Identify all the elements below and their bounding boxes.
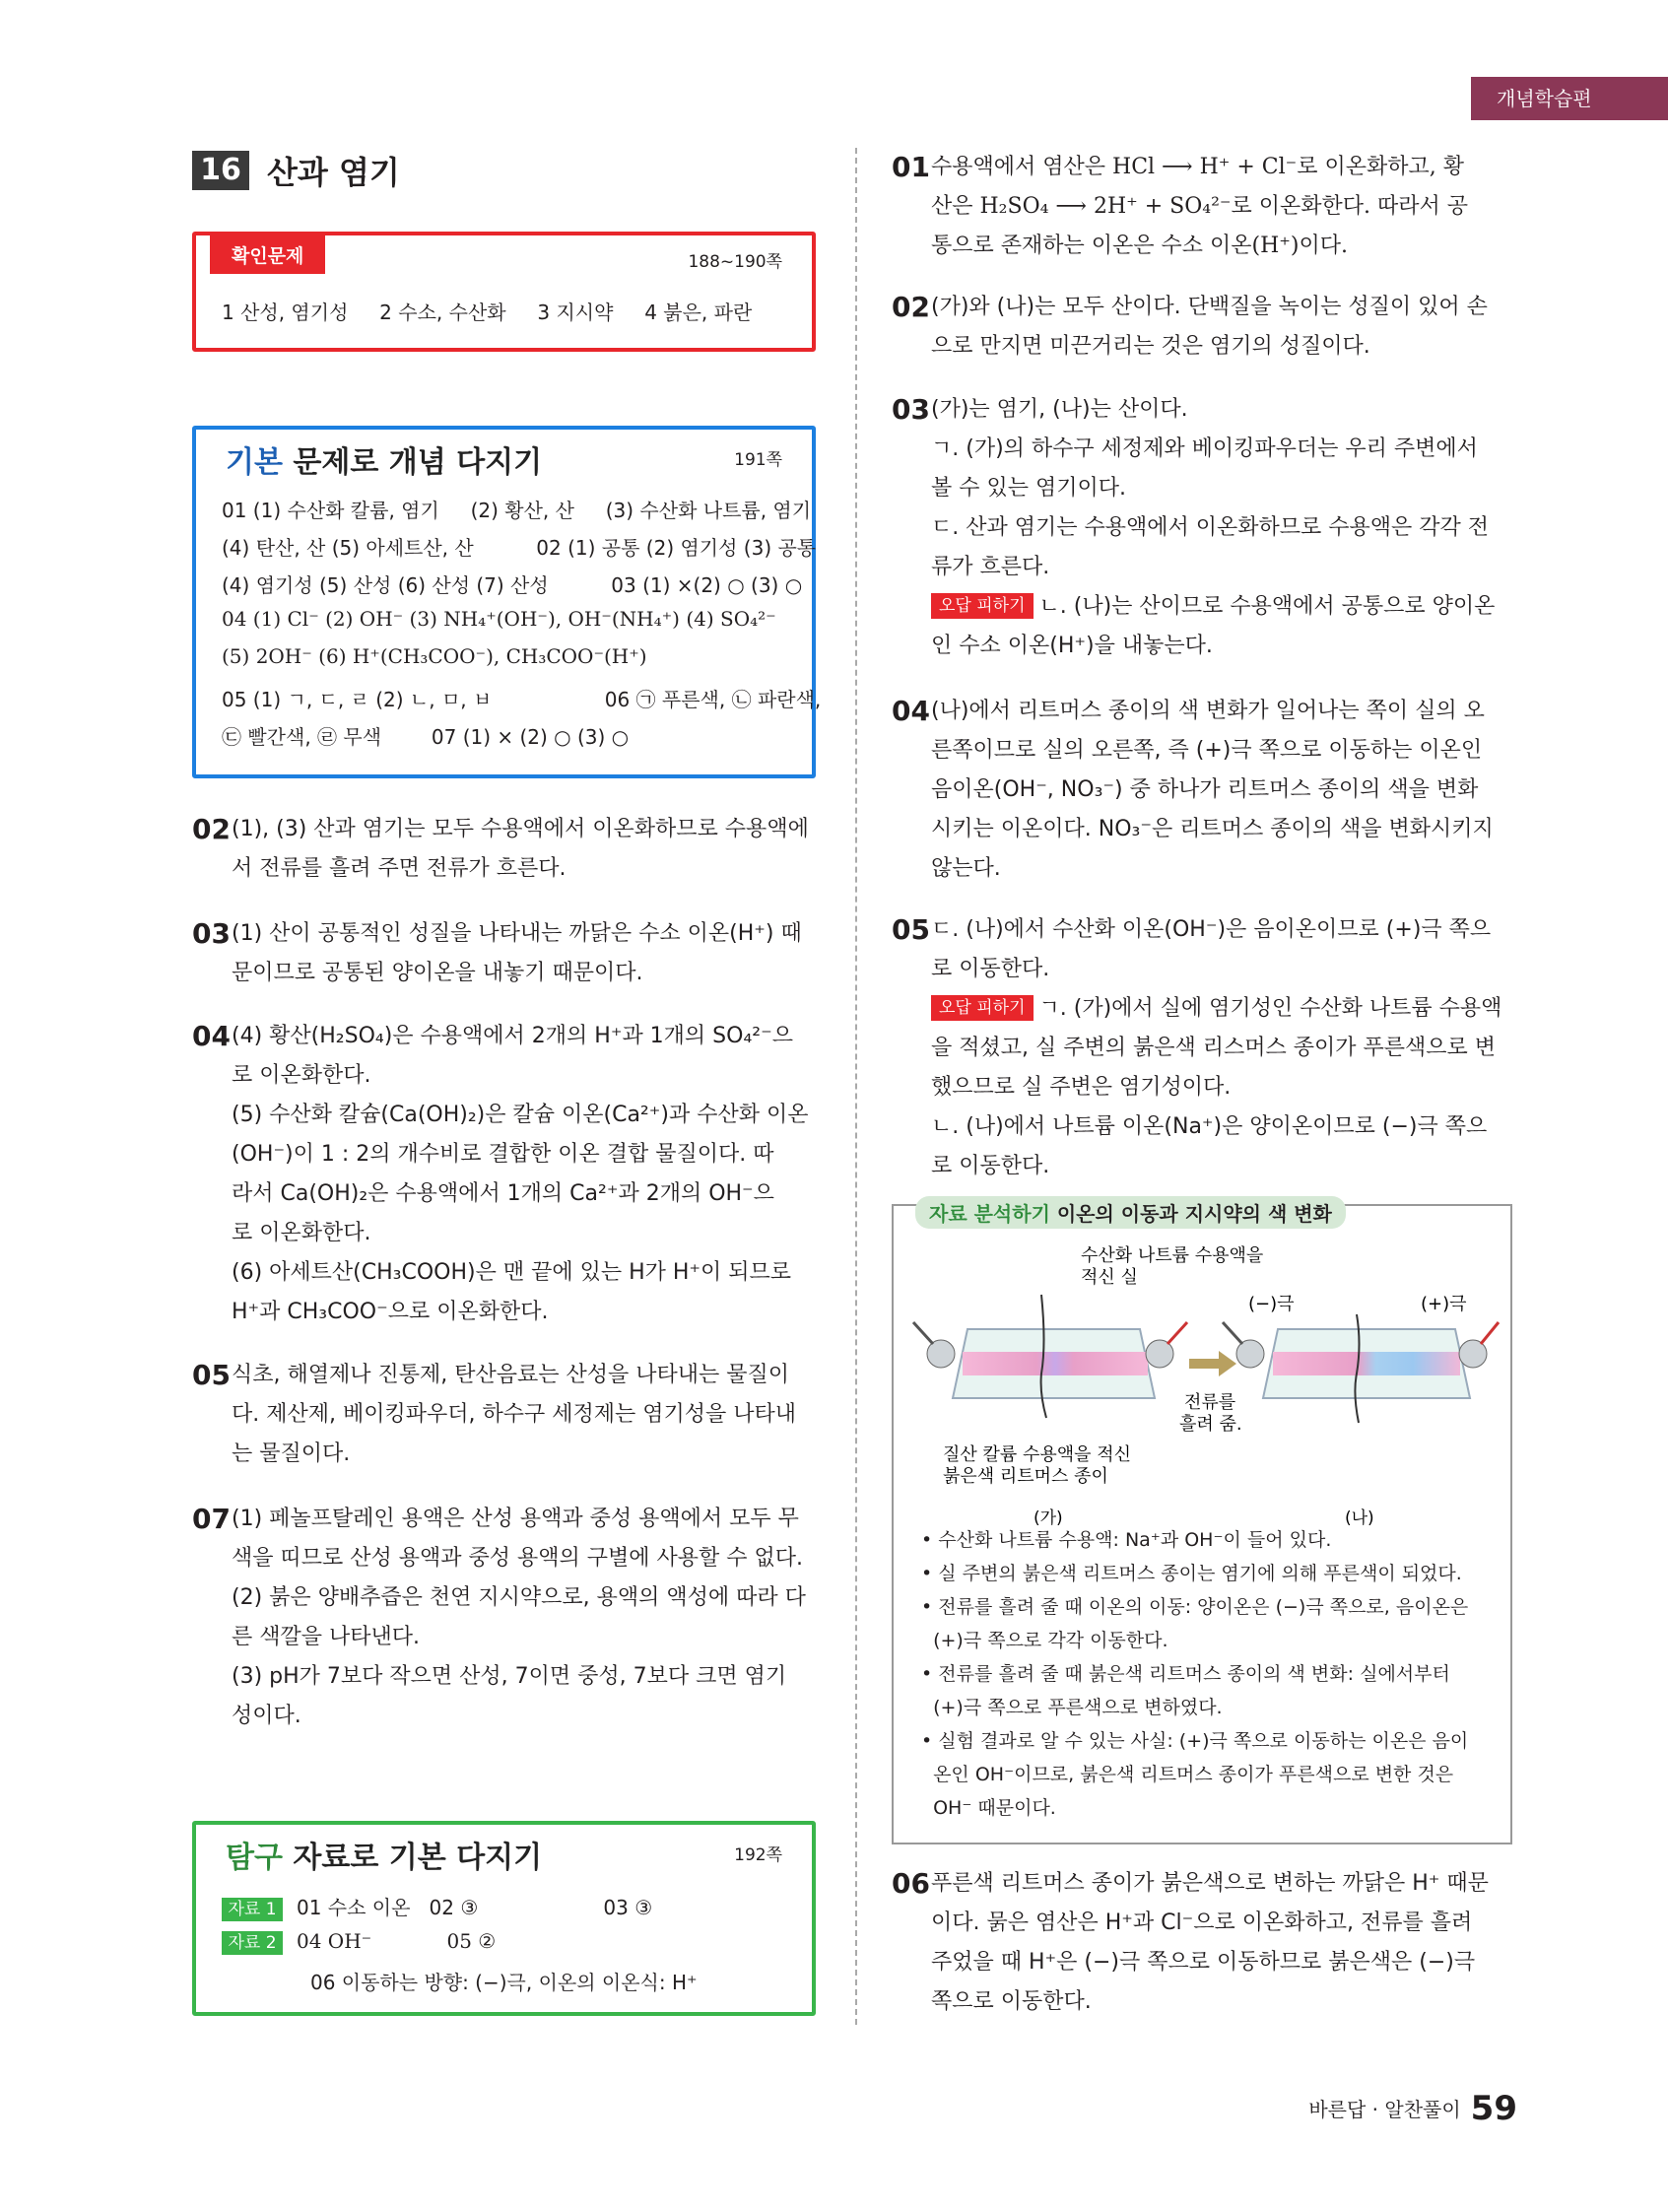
litmus-strip-a	[963, 1352, 1148, 1375]
basic-line: 01 (1) 수산화 칼륨, 염기 (2) 황산, 산 (3) 수산화 나트륨, 염기	[222, 499, 812, 522]
item-line: 른쪽이므로 실의 오른쪽, 즉 (+)극 쪽으로 이동하는 이온인	[931, 738, 1483, 763]
explore-row-2	[222, 1929, 496, 1955]
check-label: 확인문제	[210, 235, 325, 274]
wrong-line: ㄱ. (가)에서 실에 염기성인 수산화 나트륨 수용액	[1038, 996, 1502, 1021]
explore-pages: 192쪽	[734, 1845, 782, 1865]
item-line: (가)와 (나)는 모두 산이다. 단백질을 녹이는 성질이 있어 손	[931, 295, 1488, 319]
item-number: 03	[892, 393, 930, 426]
item-line: 볼 수 있는 염기이다.	[931, 476, 1126, 501]
item-line: 인 수소 이온(H⁺)을 내놓는다.	[931, 634, 1213, 658]
caption-a: (가)	[1034, 1508, 1063, 1528]
item-line: 른 색깔을 나타낸다.	[232, 1625, 420, 1649]
experiment-figure	[894, 1245, 1510, 1541]
item-line: (1) 산이 공통적인 성질을 나타내는 까닭은 수소 이온(H⁺) 때	[232, 921, 802, 946]
item-line: 수용액에서 염산은 HCl ⟶ H⁺ + Cl⁻로 이온화하고, 황	[931, 155, 1465, 179]
item-line: ㄱ. (가)의 하수구 세정제와 베이킹파우더는 우리 주변에서	[931, 436, 1478, 461]
wrong-answer-badge: 오답 피하기	[931, 995, 1034, 1021]
item-line: (나)에서 리트머스 종이의 색 변화가 일어나는 쪽이 실의 오	[931, 699, 1485, 723]
wrong-answer-badge: 오답 피하기	[931, 593, 1034, 619]
item-line: ㄴ. (나)에서 나트륨 이온(Na⁺)은 양이온이므로 (−)극 쪽으	[931, 1114, 1488, 1139]
item-line: (3) pH가 7보다 작으면 산성, 7이면 중성, 7보다 크면 염기	[232, 1664, 787, 1689]
arrow-label: 흘려 줌.	[1179, 1414, 1242, 1435]
item-line: ㄷ. (나)에서 수산화 이온(OH⁻)은 음이온이므로 (+)극 쪽으	[931, 917, 1492, 942]
litmus-strip-b	[1273, 1352, 1460, 1375]
check-problem-box	[192, 232, 816, 352]
item-line: (2) 붉은 양배추즙은 천연 지시약으로, 용액의 액성에 따라 다	[232, 1585, 806, 1610]
wrong-line: ㄴ. (나)는 산이므로 수용액에서 공통으로 양이온	[1038, 594, 1496, 619]
item-line: (4) 황산(H₂SO₄)은 수용액에서 2개의 H⁺과 1개의 SO₄²⁻으	[232, 1024, 793, 1048]
wire	[1223, 1322, 1242, 1344]
explore-title-b: 자료로 기본 다지기	[282, 1841, 543, 1875]
bullet: 온인 OH⁻이므로, 붉은색 리트머스 종이가 푸른색으로 변한 것은	[921, 1764, 1454, 1785]
bullet: (+)극 쪽으로 푸른색으로 변하였다.	[921, 1697, 1223, 1718]
item-line: 색을 띠므로 산성 용액과 중성 용액의 구별에 사용할 수 없다.	[232, 1546, 803, 1571]
bullet: OH⁻ 때문이다.	[921, 1797, 1056, 1819]
bullet: (+)극 쪽으로 각각 이동한다.	[921, 1630, 1168, 1651]
basic-title-b: 문제로 개념 다지기	[282, 445, 543, 480]
explore-line: 04 OH⁻ 05 ②	[297, 1929, 497, 1953]
item-line: (1), (3) 산과 염기는 모두 수용액에서 이온화하므로 수용액에	[232, 817, 809, 841]
paper-label: 질산 칼륨 수용액을 적신	[943, 1444, 1132, 1465]
item-line	[931, 989, 1501, 1029]
section-title: 산과 염기	[267, 154, 400, 191]
basic-problem-box	[192, 426, 822, 778]
item-line: 로 이온화한다.	[232, 1063, 371, 1088]
explore-title	[226, 1833, 542, 1876]
wire	[913, 1322, 933, 1344]
bullet: • 수산화 나트륨 수용액: Na⁺과 OH⁻이 들어 있다.	[921, 1529, 1332, 1551]
item-line: (OH⁻)이 1 : 2의 개수비로 결합한 이온 결합 물질이다. 따	[232, 1142, 774, 1167]
arrow-label: 전류를	[1184, 1392, 1236, 1413]
data-tag: 자료 2	[222, 1931, 283, 1955]
basic-line: ㉢ 빨간색, ㉣ 무색 07 (1) × (2) ○ (3) ○	[222, 725, 630, 749]
item-line: 주었을 때 H⁺은 (−)극 쪽으로 이동하므로 붉은색은 (−)극	[931, 1950, 1476, 1975]
analysis-bullets	[921, 1523, 1468, 1825]
paper-label: 붉은색 리트머스 종이	[943, 1466, 1108, 1487]
wire	[1481, 1322, 1499, 1344]
section-tab: 개념학습편	[1471, 77, 1668, 120]
clip-icon	[1459, 1340, 1487, 1368]
basic-line: (5) 2OH⁻ (6) H⁺(CH₃COO⁻), CH₃COO⁻(H⁺)	[222, 644, 647, 668]
item-line: (1) 페놀프탈레인 용액은 산성 용액과 중성 용액에서 모두 무	[232, 1507, 799, 1531]
bullet: • 실험 결과로 알 수 있는 사실: (+)극 쪽으로 이동하는 이온은 음이	[921, 1730, 1469, 1752]
thread-label: 적신 실	[1081, 1267, 1138, 1288]
check-pages: 188~190쪽	[688, 252, 782, 272]
page-number: 59	[1470, 2089, 1517, 2128]
item-number: 03	[192, 917, 231, 950]
item-line: 로 이동한다.	[931, 957, 1050, 981]
item-line	[931, 587, 1495, 627]
section-number: 16	[192, 151, 249, 190]
item-line: 문이므로 공통된 양이온을 내놓기 때문이다.	[232, 961, 643, 985]
explore-line: 01 수소 이온 02 ③ 03 ③	[297, 1896, 653, 1919]
item-line: 음이온(OH⁻, NO₃⁻) 중 하나가 리트머스 종이의 색을 변화	[931, 777, 1479, 802]
item-line: (5) 수산화 칼슘(Ca(OH)₂)은 칼슘 이온(Ca²⁺)과 수산화 이온	[232, 1103, 809, 1127]
plus-pole-label: (+)극	[1421, 1294, 1467, 1314]
analysis-label-a: 자료 분석하기	[929, 1202, 1050, 1226]
explore-row-1	[222, 1892, 652, 1921]
item-line: 쪽으로 이동한다.	[931, 1989, 1092, 2014]
check-answer: 1 산성, 염기성 2 수소, 수산화 3 지시약 4 붉은, 파란	[222, 301, 753, 324]
item-number: 05	[192, 1359, 231, 1391]
analysis-label-b: 이온의 이동과 지시약의 색 변화	[1056, 1202, 1332, 1226]
basic-pages: 191쪽	[734, 450, 782, 470]
item-number: 05	[892, 913, 930, 946]
data-tag: 자료 1	[222, 1898, 283, 1921]
data-analysis-box	[892, 1204, 1512, 1844]
item-line: 산은 H₂SO₄ ⟶ 2H⁺ + SO₄²⁻로 이온화한다. 따라서 공	[931, 194, 1469, 219]
item-number: 04	[892, 695, 930, 727]
item-line: 을 적셨고, 실 주변의 붉은색 리스머스 종이가 푸른색으로 변	[931, 1036, 1496, 1060]
item-line: 이다. 묽은 염산은 H⁺과 Cl⁻으로 이온화하고, 전류를 흘려	[931, 1910, 1473, 1935]
bullet: • 실 주변의 붉은색 리트머스 종이는 염기에 의해 푸른색이 되었다.	[921, 1563, 1462, 1584]
item-number: 02	[192, 813, 231, 845]
explore-title-a: 탐구	[226, 1841, 283, 1875]
arrow-icon	[1189, 1351, 1236, 1376]
item-number: 01	[892, 151, 930, 183]
item-number: 06	[892, 1867, 930, 1900]
minus-pole-label: (−)극	[1248, 1294, 1295, 1314]
item-number: 07	[192, 1503, 231, 1535]
footer-label: 바른답 · 알찬풀이	[1308, 2098, 1461, 2121]
item-line: 식초, 해열제나 진통제, 탄산음료는 산성을 나타내는 물질이	[232, 1363, 789, 1387]
item-line: (6) 아세트산(CH₃COOH)은 맨 끝에 있는 H가 H⁺이 되므로	[232, 1260, 792, 1285]
item-line: 시키는 이온이다. NO₃⁻은 리트머스 종이의 색을 변화시키지	[931, 817, 1494, 841]
item-line: 로 이온화한다.	[232, 1221, 371, 1245]
item-number: 02	[892, 291, 930, 323]
item-line: 푸른색 리트머스 종이가 붉은색으로 변하는 까닭은 H⁺ 때문	[931, 1871, 1489, 1896]
item-number: 04	[192, 1020, 231, 1052]
explore-box	[192, 1821, 816, 2016]
item-line: 라서 Ca(OH)₂은 수용액에서 1개의 Ca²⁺과 2개의 OH⁻으	[232, 1181, 774, 1206]
item-line: 통으로 존재하는 이온은 수소 이온(H⁺)이다.	[931, 234, 1348, 258]
section-header	[192, 148, 400, 193]
item-line: 는 물질이다.	[232, 1441, 351, 1466]
item-line: 않는다.	[931, 856, 1001, 881]
basic-title	[226, 437, 542, 481]
item-line: 했으므로 실 주변은 염기성이다.	[931, 1075, 1232, 1100]
item-line: 으로 만지면 미끈거리는 것은 염기의 성질이다.	[931, 334, 1370, 359]
bullet: • 전류를 흘려 줄 때 붉은색 리트머스 종이의 색 변화: 실에서부터	[921, 1663, 1450, 1685]
basic-line: 04 (1) Cl⁻ (2) OH⁻ (3) NH₄⁺(OH⁻), OH⁻(NH₄⁺) (4) SO₄²⁻	[222, 607, 776, 631]
item-line: (가)는 염기, (나)는 산이다.	[931, 397, 1188, 422]
basic-title-a: 기본	[226, 445, 283, 480]
caption-b: (나)	[1345, 1508, 1374, 1528]
item-line: 서 전류를 흘려 주면 전류가 흐른다.	[232, 856, 567, 881]
item-line: 로 이동한다.	[931, 1154, 1050, 1178]
item-line: H⁺과 CH₃COO⁻으로 이온화한다.	[232, 1300, 549, 1324]
item-line: 성이다.	[232, 1704, 301, 1728]
item-line: 류가 흐른다.	[931, 555, 1050, 579]
basic-line: (4) 탄산, 산 (5) 아세트산, 산 02 (1) 공통 (2) 염기성 (3) 공통	[222, 536, 817, 560]
bullet: • 전류를 흘려 줄 때 이온의 이동: 양이온은 (−)극 쪽으로, 음이온은	[921, 1596, 1469, 1618]
explore-line: 06 이동하는 방향: (−)극, 이온의 이온식: H⁺	[310, 1971, 698, 1994]
basic-line: (4) 염기성 (5) 산성 (6) 산성 (7) 산성 03 (1) ×(2) ○ (3) ○	[222, 573, 803, 597]
wire	[1168, 1322, 1187, 1344]
analysis-label	[915, 1196, 1346, 1229]
column-divider	[855, 148, 857, 2025]
thread-label: 수산화 나트륨 수용액을	[1081, 1245, 1264, 1266]
item-line: ㄷ. 산과 염기는 수용액에서 이온화하므로 수용액은 각각 전	[931, 515, 1489, 540]
item-line: 다. 제산제, 베이킹파우더, 하수구 세정제는 염기성을 나타내	[232, 1402, 796, 1427]
page-footer	[1308, 2089, 1517, 2128]
basic-line: 05 (1) ㄱ, ㄷ, ㄹ (2) ㄴ, ㅁ, ㅂ 06 ㉠ 푸른색, ㉡ 파란색,	[222, 688, 822, 711]
